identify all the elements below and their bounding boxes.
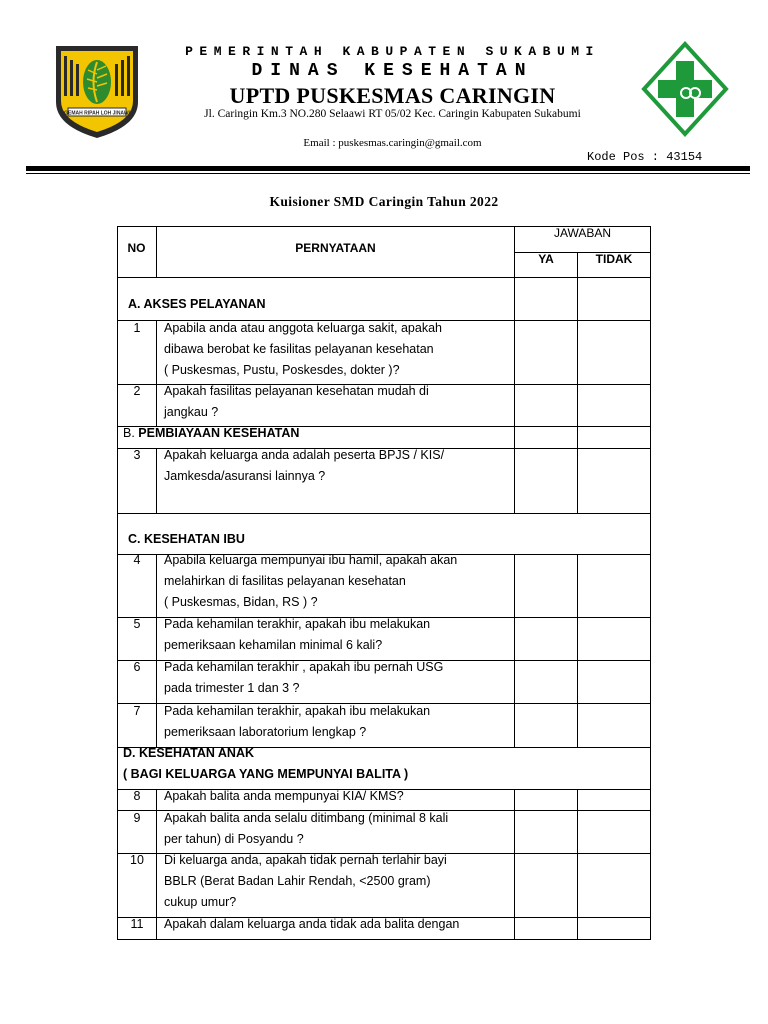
col-header-statement: PERNYATAAN: [295, 241, 376, 255]
header-institution: UPTD PUSKESMAS CARINGIN: [229, 83, 556, 108]
question-number: 7: [133, 704, 141, 718]
question-text: Apabila keluarga mempunyai ibu hamil, apakah akan melahirkan di fasilitas pelayanan kesehatan ( Puskesmas, Bidan, RS ) ?: [164, 553, 458, 609]
col-header-answer: JAWABAN: [553, 226, 612, 240]
question-number: 3: [133, 448, 141, 462]
header-divider-thin: [26, 173, 750, 174]
question-number: 9: [133, 811, 141, 825]
header-address: Jl. Caringin Km.3 NO.280 Selaawi RT 05/02 Kec. Caringin Kabupaten Sukabumi: [204, 108, 581, 120]
question-text: Pada kehamilan terakhir, apakah ibu melakukan pemeriksaan laboratorium lengkap ?: [164, 704, 431, 739]
section-d-subtitle: ( BAGI KELUARGA YANG MEMPUNYAI BALITA ): [123, 767, 409, 781]
svg-text:GEMAH RIPAH LOH JINAWI: GEMAH RIPAH LOH JINAWI: [64, 110, 130, 117]
question-number: 2: [133, 384, 141, 398]
postal-code: Kode Pos : 43154: [587, 150, 703, 164]
header-divider: [26, 166, 750, 171]
question-text: Apakah keluarga anda adalah peserta BPJS / KIS/ Jamkesda/asuransi lainnya ?: [164, 448, 445, 483]
question-text: Apakah fasilitas pelayanan kesehatan mudah di jangkau ?: [164, 384, 429, 419]
col-header-yes: YA: [538, 252, 554, 266]
puskesmas-green-cross-icon: [640, 41, 730, 137]
question-number: 6: [133, 660, 141, 674]
question-number: 5: [133, 617, 141, 631]
header-government: PEMERINTAH KABUPATEN SUKABUMI: [185, 44, 600, 59]
question-text: Pada kehamilan terakhir , apakah ibu pernah USG pada trimester 1 dan 3 ?: [164, 660, 444, 695]
question-number: 8: [133, 789, 141, 803]
header-department: DINAS KESEHATAN: [251, 61, 534, 81]
question-text: Apakah balita anda selalu ditimbang (minimal 8 kali per tahun) di Posyandu ?: [164, 811, 449, 846]
header-email: Email : puskesmas.caringin@gmail.com: [303, 137, 482, 149]
question-text: Apakah dalam keluarga anda tidak ada balita dengan: [164, 917, 460, 931]
section-c-title: C. KESEHATAN IBU: [128, 532, 245, 546]
document-title: Kuisioner SMD Caringin Tahun 2022: [269, 194, 499, 209]
section-b-title: B. PEMBIAYAAN KESEHATAN: [123, 426, 300, 440]
section-d-title: D. KESEHATAN ANAK ( BAGI KELUARGA YANG MEMPUNYAI BALITA ): [123, 743, 408, 785]
questionnaire-table: [117, 226, 651, 940]
question-number: 10: [130, 853, 144, 867]
question-text: Pada kehamilan terakhir, apakah ibu melakukan pemeriksaan kehamilan minimal 6 kali?: [164, 617, 431, 652]
question-text: Apakah balita anda mempunyai KIA/ KMS?: [164, 789, 404, 803]
question-number: 1: [133, 321, 141, 335]
question-number: 4: [133, 553, 141, 567]
kabupaten-sukabumi-emblem-icon: [54, 44, 140, 140]
question-text: Apabila anda atau anggota keluarga sakit, apakah dibawa berobat ke fasilitas pelayanan kesehatan ( Puskesmas, Pustu, Poskesdes, dokter )?: [164, 321, 442, 377]
question-text: Di keluarga anda, apakah tidak pernah terlahir bayi BBLR (Berat Badan Lahir Rendah, <2500 gram) cukup umur?: [164, 853, 447, 909]
section-a-title: A. AKSES PELAYANAN: [128, 297, 266, 311]
col-header-tidak: TIDAK: [595, 252, 633, 266]
question-number: 11: [130, 917, 144, 931]
col-header-no: NO: [127, 241, 146, 255]
